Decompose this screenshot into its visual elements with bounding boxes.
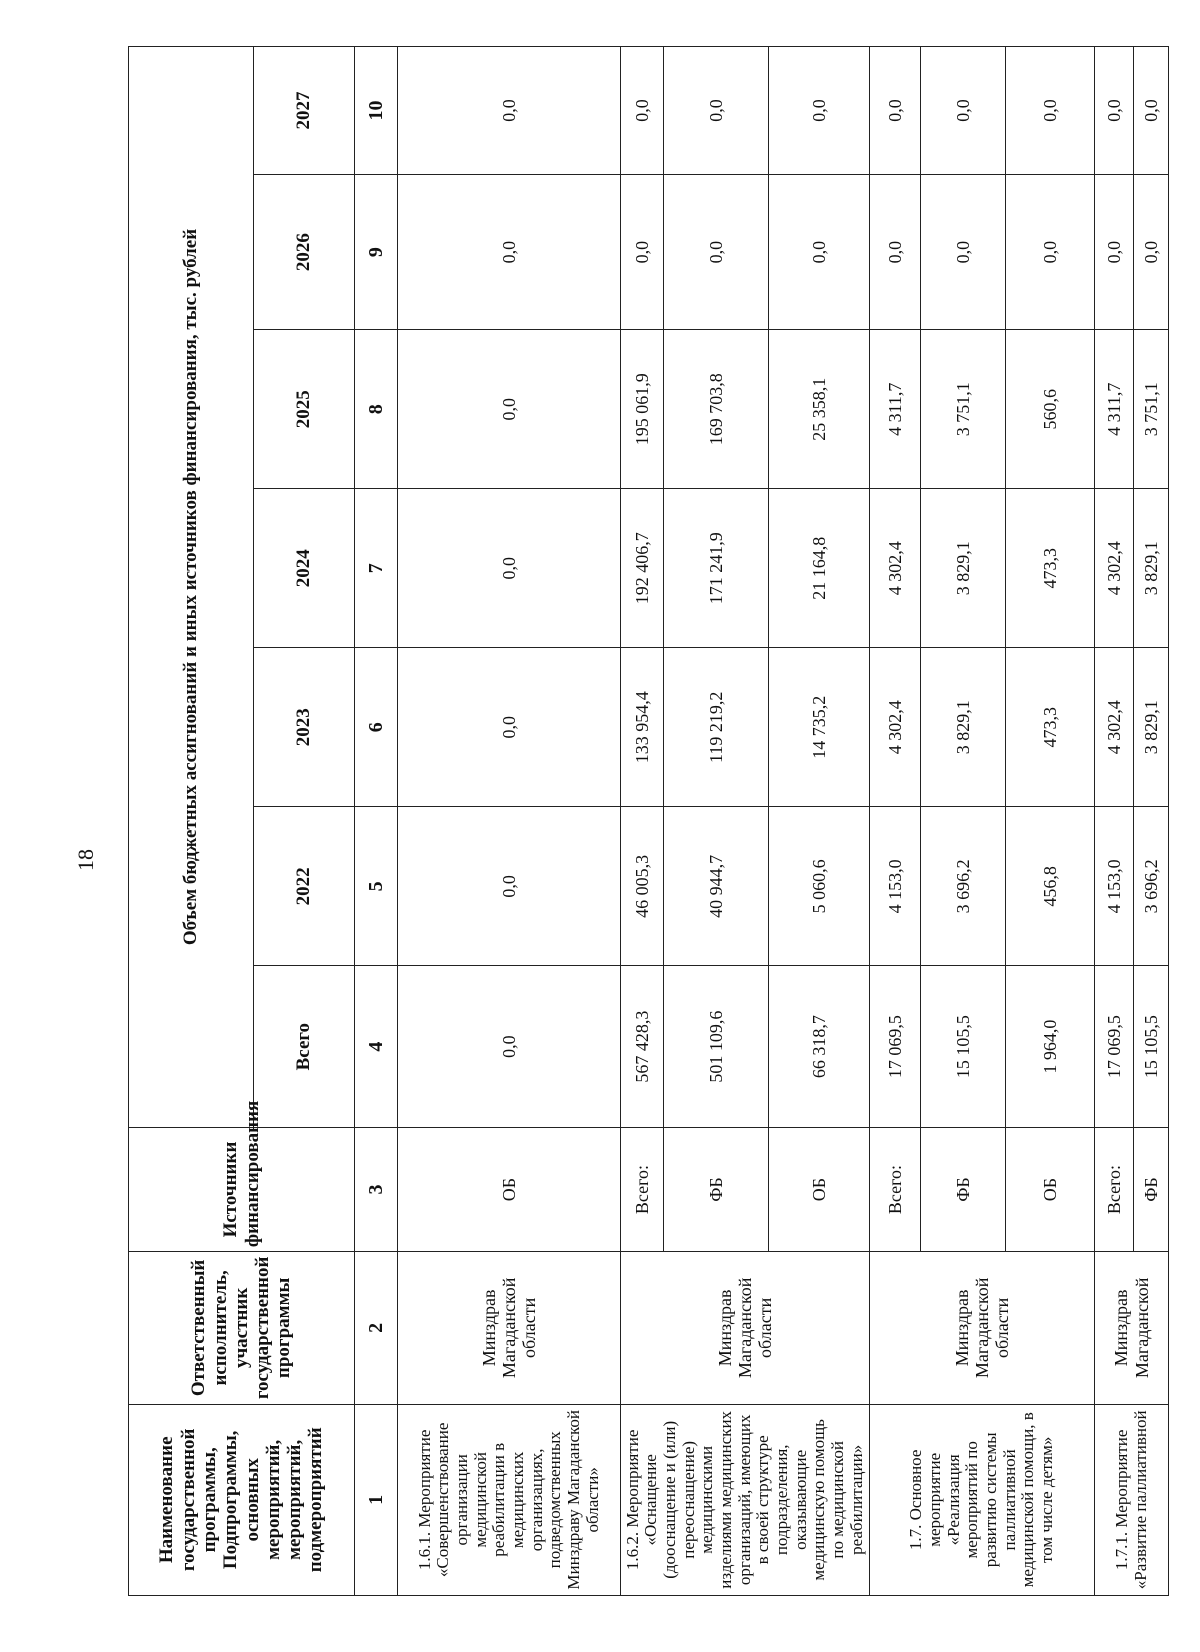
header-col3: Источники финансирования (129, 1127, 355, 1251)
value-cell: 3 751,1 (1134, 330, 1169, 489)
source-cell: ФБ (921, 1127, 1006, 1251)
header-year: 2024 (254, 489, 355, 648)
source-cell: Всего: (870, 1127, 921, 1251)
value-cell: 0,0 (1095, 175, 1134, 330)
value-cell: 4 311,7 (870, 330, 921, 489)
value-cell: 119 219,2 (664, 648, 769, 807)
value-cell: 4 153,0 (870, 807, 921, 966)
value-cell: 46 005,3 (621, 807, 664, 966)
value-cell: 0,0 (1006, 175, 1095, 330)
executor-cell: Минздрав Магаданской области (398, 1252, 621, 1405)
source-cell: ОБ (398, 1127, 621, 1251)
value-cell: 4 302,4 (1095, 648, 1134, 807)
activity-name-cell: 1.6.1. Мероприятие «Совершенствование организации медицинской реабилитации в медицинских организациях, подведомственных Минздраву Магаданской области» (398, 1404, 621, 1595)
value-cell: 0,0 (398, 489, 621, 648)
activity-name-cell: 1.7. Основное мероприятие «Реализация мероприятий по развитию системы паллиативной медицинской помощи, в том числе детям» (870, 1404, 1095, 1595)
value-cell: 0,0 (398, 330, 621, 489)
value-cell: 0,0 (921, 47, 1006, 175)
source-cell: Всего: (1095, 1127, 1134, 1251)
column-number: 1 (355, 1404, 398, 1595)
value-cell: 501 109,6 (664, 966, 769, 1128)
column-number: 4 (355, 966, 398, 1128)
value-cell: 456,8 (1006, 807, 1095, 966)
column-number: 7 (355, 489, 398, 648)
value-cell: 0,0 (398, 807, 621, 966)
value-cell: 473,3 (1006, 489, 1095, 648)
value-cell: 3 829,1 (921, 489, 1006, 648)
value-cell: 0,0 (769, 47, 870, 175)
value-cell: 0,0 (769, 175, 870, 330)
header-year: Всего (254, 966, 355, 1128)
table-row (1095, 47, 1134, 1596)
value-cell: 0,0 (1095, 47, 1134, 175)
value-cell: 1 964,0 (1006, 966, 1095, 1128)
value-cell: 0,0 (621, 175, 664, 330)
value-cell: 0,0 (398, 175, 621, 330)
value-cell: 4 311,7 (1095, 330, 1134, 489)
value-cell: 4 153,0 (1095, 807, 1134, 966)
table-row (398, 47, 621, 1596)
value-cell: 3 829,1 (1134, 648, 1169, 807)
value-cell: 14 735,2 (769, 648, 870, 807)
header-year: 2023 (254, 648, 355, 807)
value-cell: 169 703,8 (664, 330, 769, 489)
value-cell: 0,0 (398, 966, 621, 1128)
value-cell: 4 302,4 (870, 489, 921, 648)
executor-cell: Минздрав Магаданской области (870, 1252, 1095, 1405)
header-col1: Наименование государственной программы, Подпрограммы, основных мероприятий, мероприятий, подмероприятий (129, 1404, 355, 1595)
header-group: Объем бюджетных ассигнований и иных источников финансирования, тыс. рублей (129, 47, 254, 1128)
value-cell: 560,6 (1006, 330, 1095, 489)
value-cell: 133 954,4 (621, 648, 664, 807)
value-cell: 192 406,7 (621, 489, 664, 648)
value-cell: 0,0 (870, 47, 921, 175)
column-number: 10 (355, 47, 398, 175)
value-cell: 0,0 (921, 175, 1006, 330)
header-year: 2022 (254, 807, 355, 966)
column-number: 6 (355, 648, 398, 807)
value-cell: 3 751,1 (921, 330, 1006, 489)
value-cell: 3 829,1 (921, 648, 1006, 807)
value-cell: 0,0 (664, 47, 769, 175)
source-cell: ФБ (1134, 1127, 1169, 1251)
column-numbers-row (355, 47, 398, 1596)
value-cell: 0,0 (398, 648, 621, 807)
column-number: 5 (355, 807, 398, 966)
value-cell: 40 944,7 (664, 807, 769, 966)
financing-table (128, 46, 1169, 1596)
header-year: 2026 (254, 175, 355, 330)
header-year: 2027 (254, 47, 355, 175)
value-cell: 0,0 (1134, 175, 1169, 330)
value-cell: 3 696,2 (1134, 807, 1169, 966)
executor-cell: Минздрав Магаданской области (621, 1252, 870, 1405)
value-cell: 567 428,3 (621, 966, 664, 1128)
value-cell: 66 318,7 (769, 966, 870, 1128)
value-cell: 25 358,1 (769, 330, 870, 489)
source-cell: ФБ (664, 1127, 769, 1251)
header-col2: Ответственный исполнитель, участник государственной программы (129, 1252, 355, 1405)
column-number: 8 (355, 330, 398, 489)
value-cell: 17 069,5 (1095, 966, 1134, 1128)
column-number: 2 (355, 1252, 398, 1405)
value-cell: 0,0 (621, 47, 664, 175)
value-cell: 171 241,9 (664, 489, 769, 648)
rotated-table-container (128, 46, 1161, 1596)
value-cell: 0,0 (870, 175, 921, 330)
table-row (870, 47, 921, 1596)
table-row (621, 47, 664, 1596)
activity-name-cell: 1.7.1. Мероприятие «Развитие паллиативной (1095, 1404, 1169, 1595)
page-number: 18 (73, 849, 98, 871)
value-cell: 195 061,9 (621, 330, 664, 489)
source-cell: ОБ (769, 1127, 870, 1251)
value-cell: 3 829,1 (1134, 489, 1169, 648)
executor-cell: Минздрав Магаданской (1095, 1252, 1169, 1405)
value-cell: 5 060,6 (769, 807, 870, 966)
activity-name-cell: 1.6.2. Мероприятие «Оснащение (дооснащение и (или) переоснащение) медицинскими изделиями медицинских организаций, имеющих в своей структуре подразделения, оказывающие медицинскую помощь по медицинской реабилитации» (621, 1404, 870, 1595)
value-cell: 473,3 (1006, 648, 1095, 807)
value-cell: 0,0 (1006, 47, 1095, 175)
value-cell: 15 105,5 (921, 966, 1006, 1128)
header-year: 2025 (254, 330, 355, 489)
value-cell: 17 069,5 (870, 966, 921, 1128)
value-cell: 4 302,4 (1095, 489, 1134, 648)
source-cell: Всего: (621, 1127, 664, 1251)
value-cell: 15 105,5 (1134, 966, 1169, 1128)
value-cell: 3 696,2 (921, 807, 1006, 966)
value-cell: 0,0 (1134, 47, 1169, 175)
source-cell: ОБ (1006, 1127, 1095, 1251)
value-cell: 4 302,4 (870, 648, 921, 807)
column-number: 3 (355, 1127, 398, 1251)
column-number: 9 (355, 175, 398, 330)
value-cell: 0,0 (398, 47, 621, 175)
value-cell: 21 164,8 (769, 489, 870, 648)
value-cell: 0,0 (664, 175, 769, 330)
